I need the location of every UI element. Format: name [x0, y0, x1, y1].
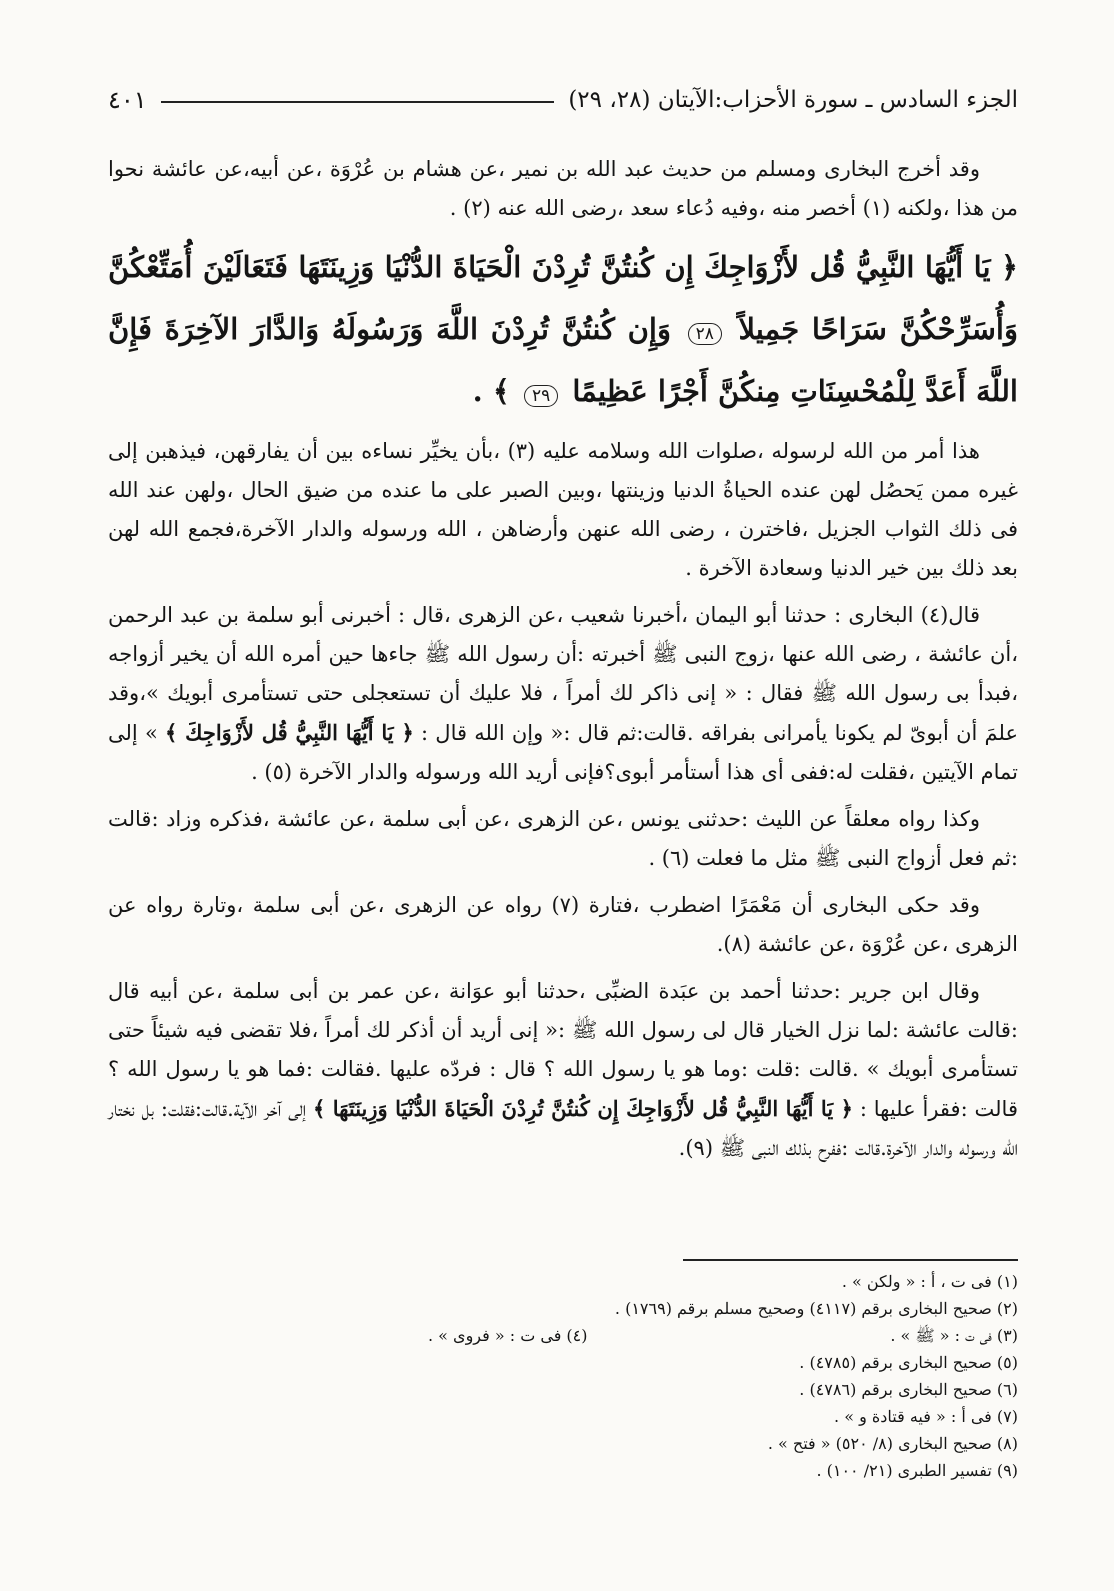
paragraph-6-text-b: إلى آخر الآية.قالت:فقلت: بل نختار الله ورسوله والدار الآخرة.قالت :ففرح بذلك النبى ﷺ (٩). — [108, 1097, 1018, 1160]
paragraph-4: وكذا رواه معلقاً عن الليث :حدثنى يونس ،عن الزهرى ،عن أبى سلمة ،عن عائشة ،فذكره وزاد :قالت :ثم فعل أزواج النبى ﷺ مثل ما فعلت (٦) . — [108, 807, 1018, 870]
footnote-8: (٨) صحيح البخارى (٨/ ٥٢٠) « فتح » . — [767, 1434, 1018, 1453]
paragraph-5: وقد حكى البخارى أن مَعْمَرًا اضطرب ،فتارة (٧) رواه عن الزهرى ،عن أبى سلمة ،وتارة رواه عن الزهرى ،عن عُرْوَة ،عن عائشة (٨). — [108, 893, 1018, 956]
footnote-1: (١) فى ت ، أ : « ولكن » . — [841, 1272, 1018, 1291]
footnote-5: (٥) صحيح البخارى برقم (٤٧٨٥) . — [799, 1353, 1018, 1372]
verse-text-28: ﴿ يَا أَيُّهَا النَّبِيُّ قُل لأَزْوَاجِكَ إِن كُنتُنَّ تُرِدْنَ الْحَيَاةَ الدُّنْيَا وَزِينَتَهَا فَتَعَالَيْنَ أُمَتِّعْكُنَّ وَأُسَرِّحْكُنَّ سَرَاحًا جَمِيلاً — [108, 250, 1018, 346]
paragraph-2: هذا أمر من الله لرسوله ،صلوات الله وسلامه عليه (٣) ،بأن يخيِّر نساءه بين أن يفارقهن، فيذهبن إلى غيره ممن يَحصُل لهن عنده الحياةُ الدنيا وزينتها ،وبين الصبر على ما عنده من ضيق الحال ،ولهن عند الله فى ذلك الثواب الجزيل ،فاخترن ، رضى الله عنهن وأرضاهن ، الله ورسوله والدار الآخرة،فجمع الله لهن بعد ذلك بين خير الدنيا وسعادة الآخرة . — [108, 439, 1018, 580]
footnote-4: (٤) فى ت : « فروى » . — [428, 1326, 588, 1345]
paragraph-3 — [108, 596, 1018, 792]
footnote-9: (٩) تفسير الطبرى (٢١/ ١٠٠) . — [816, 1461, 1018, 1480]
footnote-rule — [683, 1259, 1018, 1261]
paragraph-1: وقد أخرج البخارى ومسلم من حديث عبد الله بن نمير ،عن هشام بن عُرْوَة ،عن أبيه،عن عائشة نحوا من هذا ،ولكنه (١) أخصر منه ،وفيه دُعاء سعد ،رضى الله عنه (٢) . — [108, 157, 1018, 220]
footnote-6: (٦) صحيح البخارى برقم (٤٧٨٦) . — [799, 1380, 1018, 1399]
running-header — [108, 80, 1018, 120]
footnote-row-3-4 — [428, 1322, 1018, 1349]
verse-number-29: ٢٩ — [524, 385, 558, 407]
page-number: ٤٠١ — [108, 86, 147, 114]
paragraph-3-quote: ﴿ يَا أَيُّهَا النَّبِيُّ قُل لأَزْوَاجِكَ ﴾ — [165, 720, 414, 745]
footnote-3: (٣) فى ت : « ﷺ » . — [890, 1326, 1018, 1345]
paragraph-6-text-a: وقال ابن جرير :حدثنا أحمد بن عبَدة الضبِّى ،حدثنا أبو عوَانة ،عن عمر بن أبى سلمة ،عن أبيه قال :قالت عائشة :لما نزل الخيار قال لى رسول الله ﷺ :« إنى أريد أن أذكر لك أمراً ،فلا تقضى فيه شيئاً حتى تستأمرى أبويك » .قالت :قلت :وما هو يا رسول الله ؟ قال : فردّه عليها .فقالت :فما هو يا رسول الله ؟ قالت :فقرأ عليها : — [108, 979, 1018, 1121]
footnote-2: (٢) صحيح البخارى برقم (٤١١٧) وصحيح مسلم برقم (١٧٦٩) . — [614, 1299, 1018, 1318]
paragraph-6 — [108, 972, 1018, 1168]
paragraph-6-quote: ﴿ يَا أَيُّهَا النَّبِيُّ قُل لأَزْوَاجِكَ إِن كُنتُنَّ تُرِدْنَ الْحَيَاةَ الدُّنْيَا وَزِينَتَهَا ﴾ — [312, 1096, 853, 1121]
quran-verse — [108, 236, 1018, 422]
verse-number-28: ٢٨ — [688, 323, 722, 345]
main-text — [108, 150, 1018, 1176]
verse-text-29: وَإِن كُنتُنَّ تُرِدْنَ اللَّهَ وَرَسُولَهُ وَالدَّارَ الآخِرَةَ فَإِنَّ اللَّهَ أَعَدَّ لِلْمُحْسِنَاتِ مِنكُنَّ أَجْرًا عَظِيمًا — [108, 312, 1018, 408]
paragraph-3-text-b: » إلى تمام الآيتين ،فقلت له:ففى أى هذا أستأمر أبوى؟فإنى أريد الله ورسوله والدار الآخرة (٥) . — [108, 721, 1018, 784]
footnotes — [108, 1268, 1018, 1484]
paragraph-3-text-a: قال(٤) البخارى : حدثنا أبو اليمان ،أخبرنا شعيب ،عن الزهرى ،قال : أخبرنى أبو سلمة بن عبد الرحمن ،أن عائشة ، رضى الله عنها ،زوج النبى ﷺ أخبرته :أن رسول الله ﷺ جاءها حين أمره الله أن يخير أزواجه ،فبدأ بى رسول الله ﷺ فقال : « إنى ذاكر لك أمراً ، فلا عليك أن تستعجلى حتى تستأمرى أبويك »،وقد علمَ أن أبوىّ لم يكونا يأمرانى بفراقه .قالت:ثم قال :« وإن الله قال : — [108, 603, 1018, 745]
header-title: الجزء السادس ـ سورة الأحزاب:الآيتان (٢٨، ٢٩) — [568, 87, 1018, 113]
verse-close-bracket: ﴾ . — [472, 374, 510, 408]
footnote-7: (٧) فى أ : « فيه قتادة و » . — [834, 1407, 1018, 1426]
header-rule — [161, 101, 555, 103]
